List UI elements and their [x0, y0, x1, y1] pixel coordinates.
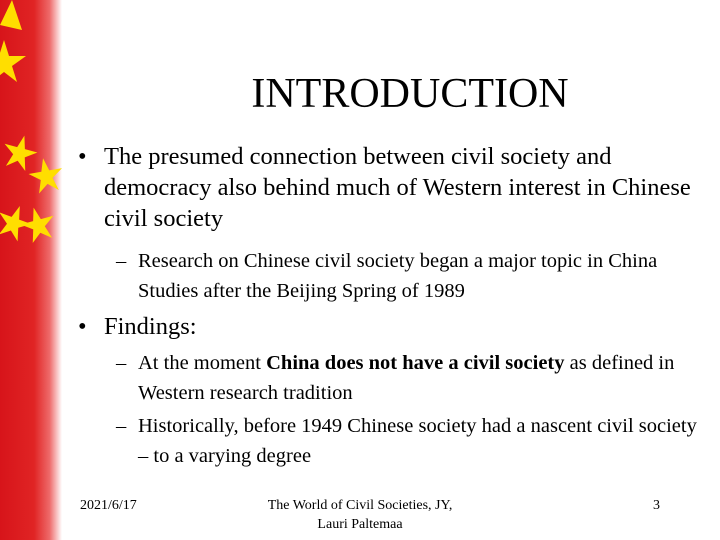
star-icon [0, 131, 41, 173]
sub-bullet-text-before: At the moment [138, 352, 267, 374]
bullet-marker: • [78, 313, 87, 340]
star-icon [17, 203, 59, 245]
sub-bullet-marker: – [116, 415, 127, 437]
emphasis-text: China does not have a civil society [266, 352, 565, 374]
sub-bullet-text: Research on Chinese civil society began a major topic in China Studies after the Beijing Spring of 1989 [138, 250, 658, 302]
sub-bullet-text [138, 348, 698, 408]
bullet-text: Findings: [104, 313, 197, 340]
sub-bullet-marker: – [116, 250, 127, 272]
bullet-text: The presumed connection between civil society and democracy also behind much of Western interest in Chinese civil society [104, 143, 691, 232]
sub-bullet-text: Historically, before 1949 Chinese society had a nascent civil society – to a varying degree [138, 415, 697, 467]
sub-bullet-text-after: as defined in Western research tradition [138, 352, 675, 404]
sub-bullet-marker: – [116, 352, 127, 374]
slide-number: 3 [653, 498, 660, 513]
slide-title: INTRODUCTION [251, 71, 569, 117]
footer-center: The World of Civil Societies, JY, Lauri Paltemaa [267, 498, 453, 532]
bullet-marker: • [78, 143, 87, 170]
flag-decoration [0, 0, 62, 540]
star-icon [26, 155, 62, 194]
footer-date: 2021/6/17 [80, 498, 137, 513]
large-star-icon [0, 0, 22, 30]
star-icon [0, 40, 26, 82]
